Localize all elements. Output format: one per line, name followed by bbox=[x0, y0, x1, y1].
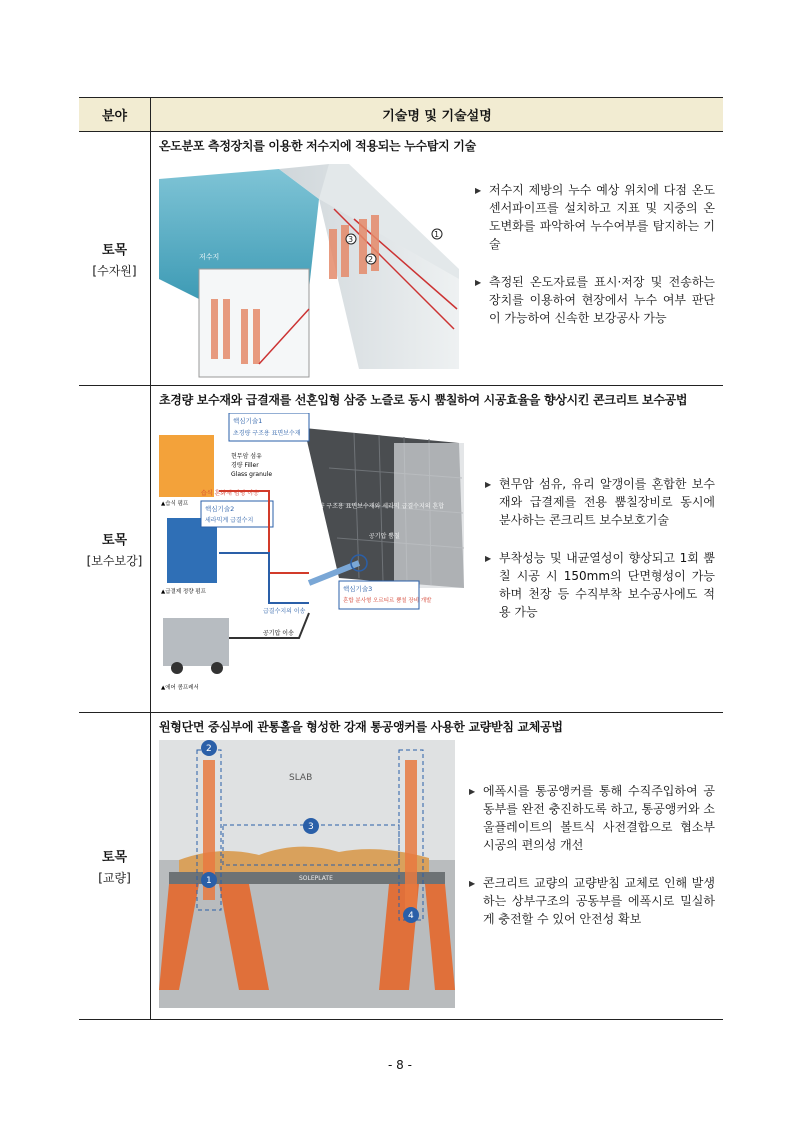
field-name: 토목 bbox=[101, 850, 128, 865]
reservoir-label: 저수지 bbox=[199, 253, 220, 261]
core1-sub: 초경량 구조용 표면보수재 bbox=[233, 430, 301, 437]
pump3-label: ▲에어 콤프레서 bbox=[161, 685, 199, 691]
pump2-label: ▲급결제 정량 펌프 bbox=[161, 589, 206, 595]
field-category: [교량] bbox=[98, 871, 131, 885]
field-category: [수자원] bbox=[92, 263, 137, 278]
flow2-label: 급결수지의 이송 bbox=[263, 608, 306, 615]
bullet-list bbox=[471, 413, 723, 705]
tech-title: 온도분포 측정장치를 이용한 저수지에 적용되는 누수탐지 기술 bbox=[159, 139, 476, 153]
technology-table bbox=[79, 97, 723, 1020]
page-number: - 8 - bbox=[388, 1058, 412, 1072]
mix1-label: 현무암 섬유 bbox=[231, 453, 262, 460]
field-name: 토목 bbox=[101, 242, 128, 258]
tech-cell bbox=[151, 132, 723, 385]
marker-2: 2 bbox=[206, 744, 212, 754]
reservoir-diagram bbox=[159, 159, 461, 383]
table-row bbox=[79, 386, 723, 713]
core2-label: 핵심기술2 bbox=[205, 505, 235, 513]
table-row bbox=[79, 132, 723, 386]
mix3-label: Glass granule bbox=[231, 471, 273, 478]
tech-title: 초경량 보수재와 급결재를 선혼입형 삼중 노즐로 동시 뿜칠하여 시공효율을 향상시킨 콘크리트 보수공법 bbox=[159, 393, 688, 407]
field-category: [보수보강] bbox=[86, 554, 143, 568]
tech-title: 원형단면 중심부에 관통홀을 형성한 강재 통공앵커를 사용한 교량받침 교체공법 bbox=[159, 720, 563, 734]
bullet-icon: ▶ bbox=[469, 787, 476, 796]
bullet-icon: ▶ bbox=[469, 879, 476, 888]
core2-sub: 세라믹계 급결수지 bbox=[205, 517, 254, 524]
table-row bbox=[79, 713, 723, 1019]
list-item: ▶ 콘크리트 교량의 교량받침 교체로 인해 발생하는 상부구조의 공동부를 에폭시로 밀실하게 충전할 수 있어 안전성 확보 bbox=[469, 876, 715, 926]
slab-label: SLAB bbox=[289, 773, 313, 783]
field-cell bbox=[79, 132, 151, 385]
marker-1: 1 bbox=[206, 876, 212, 886]
header-field: 분야 bbox=[79, 98, 151, 131]
bridge-bearing-diagram bbox=[159, 740, 455, 1012]
bullet-icon: ▶ bbox=[485, 554, 492, 563]
bullet-list bbox=[461, 159, 723, 383]
core3-label: 핵심기술3 bbox=[343, 585, 373, 593]
core3-sub: 혼합 분사형 오르티르 뿜칠 장비 개발 bbox=[343, 598, 432, 604]
bullet-icon: ▶ bbox=[485, 480, 492, 489]
core1-label: 핵심기술1 bbox=[233, 417, 263, 425]
soleplate-label: SOLEPLATE bbox=[299, 875, 333, 882]
list-item: ▶ 현무암 섬유, 유리 알갱이를 혼합한 보수재와 급결제를 전용 뿜칠장비로 동시에 분사하는 콘크리트 보수보호기술 bbox=[485, 477, 715, 527]
tech-cell bbox=[151, 713, 723, 1019]
list-item: ▶ 저수지 제방의 누수 예상 위치에 다점 온도 센서파이프를 설치하고 지표 및 지중의 온도변화를 파악하여 누수여부를 탐지하는 기술 bbox=[475, 183, 715, 251]
table-header bbox=[79, 98, 723, 132]
marker-1: 1 bbox=[434, 230, 440, 239]
bullet-icon: ▶ bbox=[475, 278, 482, 287]
list-item: ▶ 에폭시를 통공앵커를 통해 수직주입하여 공동부를 완전 충진하도록 하고, 통공앵커와 소울플레이트의 볼트식 사전결합으로 협소부 시공의 편의성 개선 bbox=[469, 784, 715, 852]
list-item: ▶ 측정된 온도자료를 표시·저장 및 전송하는 장치를 이용하여 현장에서 누수 여부 판단이 가능하여 신속한 보강공사 가능 bbox=[475, 275, 715, 325]
field-cell bbox=[79, 386, 151, 712]
center-label: 초경량 구조용 표면보수재와 세라믹 급결수지의 혼합 bbox=[307, 503, 445, 510]
marker-3: 3 bbox=[308, 822, 314, 832]
list-item: ▶ 부착성능 및 내균열성이 향상되고 1회 뿜칠 시공 시 150mm의 단면형성이 가능하며 천장 등 수직부착 보수공사에도 적용 가능 bbox=[485, 551, 715, 619]
field-name: 토목 bbox=[101, 533, 128, 548]
marker-4: 4 bbox=[408, 911, 414, 921]
marker-2: 2 bbox=[368, 255, 374, 264]
header-tech: 기술명 및 기술설명 bbox=[382, 109, 492, 124]
mix2-label: 경량 Filler bbox=[231, 462, 259, 469]
spray-label: 공기압 뿜칠 bbox=[369, 533, 400, 540]
field-cell bbox=[79, 713, 151, 1019]
flow1-label: 습식 혼화재 펌핑 이송 bbox=[201, 490, 259, 497]
repair-system-diagram bbox=[159, 413, 471, 705]
tech-cell bbox=[151, 386, 723, 712]
bullet-list bbox=[455, 740, 723, 1012]
pump1-label: ▲습식 펌프 bbox=[161, 501, 189, 507]
marker-3: 3 bbox=[348, 235, 354, 244]
bullet-icon: ▶ bbox=[475, 186, 482, 195]
flow3-label: 공기압 이송 bbox=[263, 630, 294, 637]
